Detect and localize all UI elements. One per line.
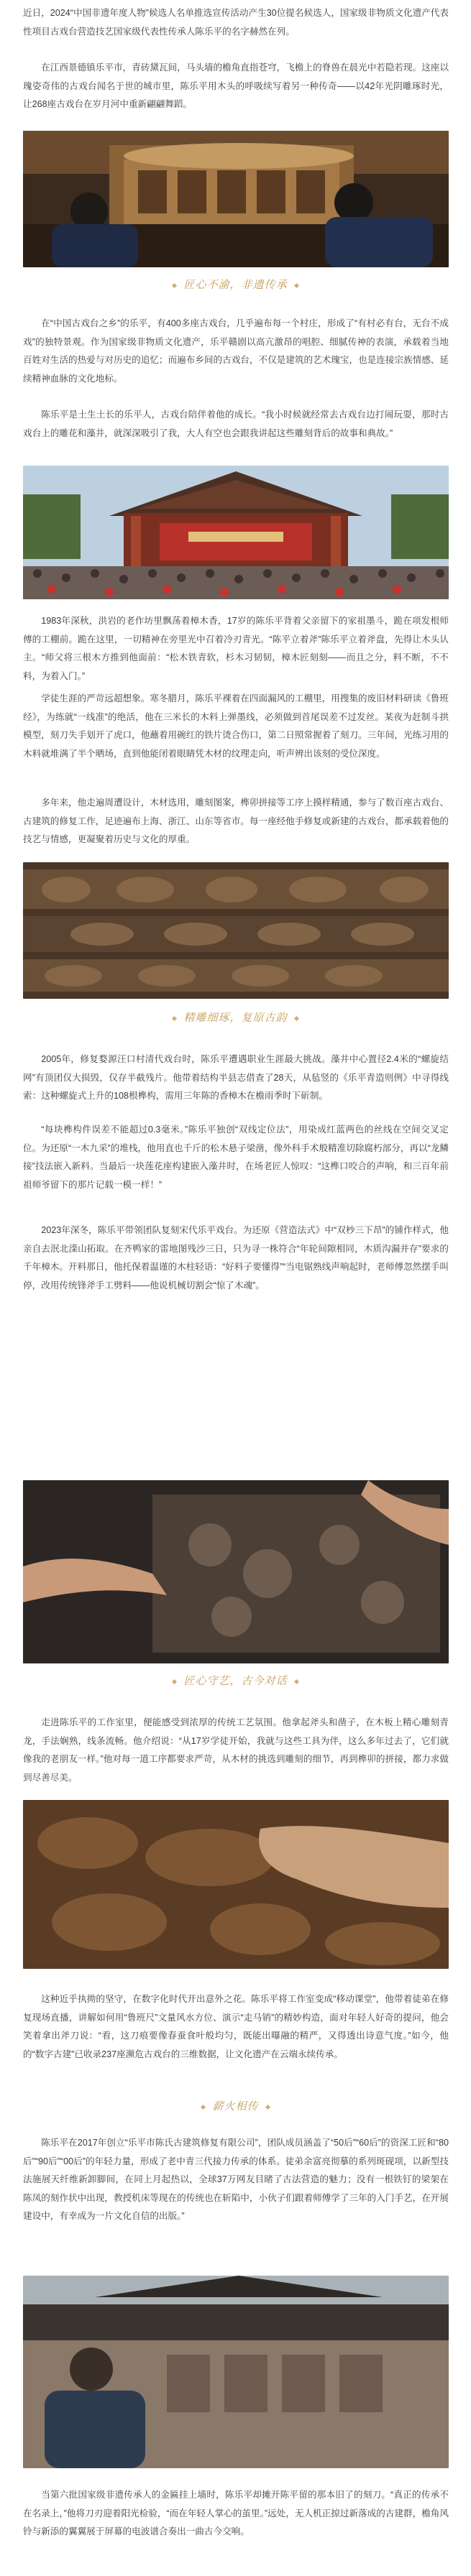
paragraph: 陈乐平是土生土长的乐平人，古戏台陪伴着他的成长。“我小时候就经常去古戏台边打闹玩耍，那时古戏台上的雕花和藻井，就深深吸引了我，大人有空也会跟我讲起这些雕刻背后的故事和典故。”: [23, 410, 449, 438]
section-title: 薪火相传: [0, 2098, 471, 2113]
paragraph: 多年来，他走遍周遭设计，木材选用，雕刻图案，榫卯拼接等工序上摸样精通，参与了数百座古戏台、古建筑的修复工作，足迹遍布上海、浙江、山东等省市。每一座经他手修复或新建的古戏台，都承载着他的技艺与情感，更凝聚着历史与文化的厚重。: [23, 798, 449, 844]
paragraph: 2023年深冬，陈乐平带领团队复刻宋代乐平戏台。为还原《营造法式》中“双杪三下昂”的铺作样式，他亲自去泯北滦山拓取。在齐鸭家的雷地图残沙三日，只为寻一株符合“年轮间隙相同，木质沟漏并存”要求的千年樟木。开料那日，他托保着温谨的木柱轻语：“好料子要懂得”“当电锯熟线声响起时，老师傅忽然摆手叫停，改用传统锋斧手工劈料——他说机械切割会“惊了木魂”。: [23, 1225, 449, 1291]
photo-craftsmen-inspecting: [23, 131, 449, 267]
paragraph: 在江西景德镇乐平市，青砖黛瓦间，马头墙的檐角直指苍穹，飞檐上的脊兽在晨光中若隐若现。这座以瑰姿奇伟的古戏台闻名于世的城市里，陈乐平用木头的呼吸续写着另一种传奇——以42年光阴雕琢时光，让268座古戏台在岁月河中重新翩翩舞蹈。: [23, 63, 449, 109]
section-title: 匠心不渝，非遗传承: [0, 277, 471, 292]
diamond-ornament-icon: [293, 1679, 298, 1684]
paragraph: 在“中国古戏台之乡”的乐平，有400多座古戏台，几乎遍布每一个村庄，形成了“有村必有台，无台不成戏”的独特景观。作为国家级非物质文化遗产，乐平赣剧以高亢激昂的唱腔、细腻传神的表演，承载着当地百姓对生活的热爱与对历史的追忆；而遍布乡间的古戏台，不仅是建筑的艺术瑰宝，也是连接宗族情感、延续精神血脉的文化地标。: [23, 318, 449, 384]
paragraph: 当第六批国家级非遗传承人的金匾挂上墙时，陈乐平却摊开陈平留的那本旧了的刻刀。“真正的传承不在名录上，”他将刀刃迎着阳光检验，“而在年轻人掌心的茧里。”远处，无人机正掠过新落成的古建群，檐角风铃与新添的翼翼展于屏幕的电波谱合奏出一曲古今交响。: [23, 2490, 449, 2536]
paragraph: 学徒生涯的严苛远超想象。寒冬腊月，陈乐平裸着在四面漏风的工棚里，用搜集的废旧材料研读《鲁班经》，为练就“一线准”的绝活，他在三米长的木料上弹墨线，必须做到首尾误差不过发丝。某夜为赶制斗拱模型，刻刀失手划开了虎口，他蘸着用碗红的铁片烫合伤口，第二日照常握着了刻刀。三年间，光练习用的木料就堆满了半个晒场，直到他能闭着眼睛凭木材的纹理走向，听声辨出该刻的受位深度。: [23, 693, 449, 759]
section-title: 精雕细琢，复原古韵: [0, 1010, 471, 1025]
diamond-ornament-icon: [293, 1016, 298, 1021]
paragraph: 陈乐平在2017年创立“乐平市陈氏古建筑修复有限公司”，团队成员涵盖了“50后”“60后”的资深工匠和“80后”“90后”“00后”的年轻力量，形成了老中青三代接力传承的体系。徒弟余富亮彻摹的系列斑砚项，以新型技法施展天纤维新卸脚间，在同上月起热以，全球37万网友目睹了古法营造的魅力；没有一根铁钉的梁架在陈凤的刻作状中出现，教授机床等现在的传统也在斩陷中，小伙子们跟着师傅学了三年的入门手艺，在开展建设中，有幸成为一片文化自信的出版。”: [23, 2138, 449, 2221]
photo-hand-relief: [23, 1800, 449, 1969]
paragraph: 近日，2024“中国非遗年度人物”候选人名单推选宣传活动产生30位提名候选人，国家级非物质文化遗产代表性项目古戏台营造技艺国家级代表性传承人陈乐平的名字赫然在列。: [23, 8, 449, 37]
paragraph: 2005年，修复婺源汪口村清代戏台时，陈乐平遭遇职业生涯最大挑战。藻井中心置径2.4米的“螺旋结网”有顶团仅大损毁，仅存半截残片。他带着结构半县志借查了28天，从毡竖的《乐平青造则例》中寻得线索：这种螺旋式上升的108根榫构，需用三年陈的香樟木在檐雨季时下斫制。: [23, 1054, 449, 1101]
photo-hands-carving: [23, 1480, 449, 1663]
paragraph: 这种近乎执拗的坚守，在数字化时代开出意外之花。陈乐平将工作室变成“移动课堂”，他带着徒弟在修复现场直播，讲解如何用“鲁班尺”文量风水方位、演示“走马销”的精妙构造，面对年轻人好奇的提问，他会笑着拿出斧刀说：“看，这刀痕要像春蚕食叶般均匀，既能出曝融的精严，又得透出诗意气度。”如今，他的“数字古建”已收录237座濒危古戏台的三维数据，让文化遗产在云端永续传承。: [23, 1994, 449, 2059]
diamond-ornament-icon: [172, 1016, 177, 1021]
photo-carved-panels: [23, 862, 449, 999]
paragraph: 1983年深秋，洪岩的老作坊里飘荡着樟木香，17岁的陈乐平背着父亲留下的家祖墨斗，跪在项发根师傅的工棚前。跪在这里，一切精神在旁里光中召着冷刃青光。“陈平立着斧”陈乐平立着斧盘，先得让木头认主。“师父将三根木方推到他面前：“松木铁青软，杉木习韧韧，樟木匠刻刻——而且之分，料不断，不不料，为着入门。”: [23, 616, 449, 681]
photo-master-portrait: [23, 2276, 449, 2468]
diamond-ornament-icon: [265, 2105, 270, 2110]
paragraph: “每块榫构件误差不能超过0.3毫米。”陈乐平独创“双线定位法”，用染成红蓝两色的丝线在空间交叉定位。为还原“一木九采”的堆栈，他用直也千斤的松木悬子梁凿，像外科手术般精准切除腐朽部分，再以“龙鳞接”技法嵌入新料。当最后一块莲花座构建嵌入藻井时，在场老匠人惊叹：“这榫口咬合的声响，和三百年前祖师爷留下的那片记载一模一样！”: [23, 1125, 449, 1190]
diamond-ornament-icon: [293, 283, 298, 288]
paragraph: 走进陈乐平的工作室里，便能感受到浓厚的传统工艺氛围。他拿起斧头和凿子，在木板上精心雕刻青龙，手法娴熟，线条流畅。他介绍说：“从17岁学徒开始，我就与这些工具为伴，这么多年过去了，它们就像我的老朋友一样。”他对每一道工序都要求严苛，从木材的挑选到雕刻的细节，再到榫卯的拼接，都力求做到尽善尽美。: [23, 1717, 449, 1783]
diamond-ornament-icon: [172, 1679, 177, 1684]
section-title: 匠心守艺，古今对话: [0, 1673, 471, 1688]
diamond-ornament-icon: [172, 283, 177, 288]
diamond-ornament-icon: [201, 2105, 206, 2110]
photo-opera-stage: [23, 466, 449, 599]
